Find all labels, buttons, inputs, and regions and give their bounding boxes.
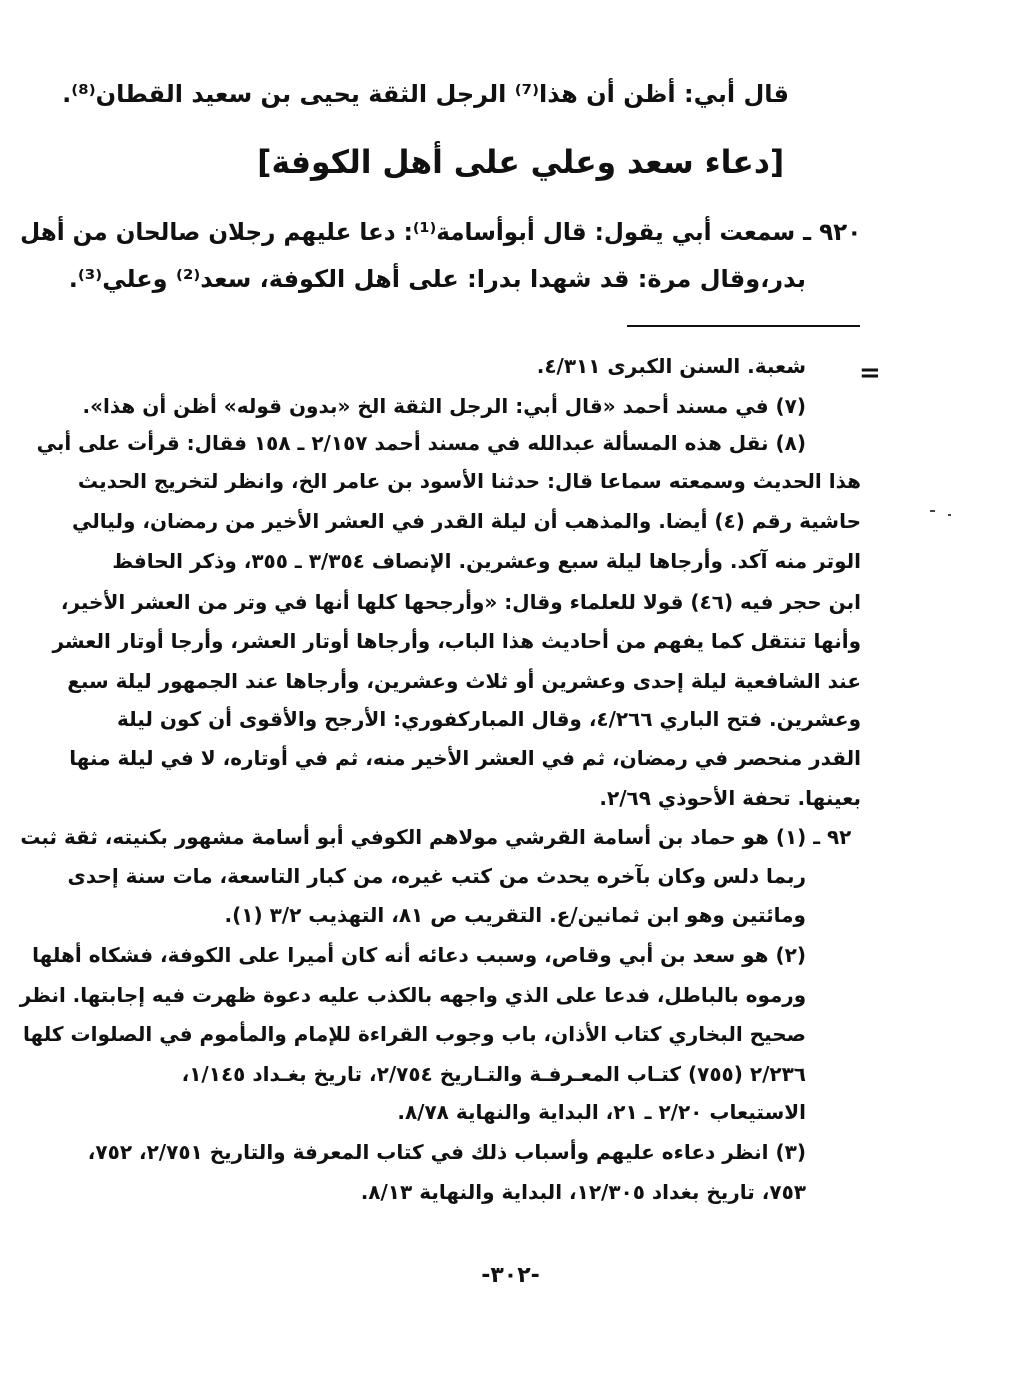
footnote-line: ابن حجر فيه (٤٦) قولا للعلماء وقال: «وأرجحها كلها أنها في وتر من العشر الأخير،	[60, 590, 861, 614]
continuation-mark: =	[859, 358, 881, 388]
footnote-line: الوتر منه آكد. وأرجاها ليلة سبع وعشرين. الإنصاف ٣/٣٥٤ ـ ٣٥٥، وذكر الحافظ	[112, 549, 861, 573]
scan-speck	[930, 510, 935, 512]
entry-line-1: ٩٢٠ ـ سمعت أبي يقول: قال أبوأسامة⁽¹⁾: دعا عليهم رجلان صالحان من أهل	[19, 218, 861, 246]
footnote-line: حاشية رقم (٤) أيضا. والمذهب أن ليلة القدر في العشر الأخير من رمضان، وليالي	[72, 509, 861, 533]
footnote-separator	[627, 325, 860, 327]
footnote-line: هذا الحديث وسمعته سماعا قال: حدثنا الأسود بن عامر الخ، وانظر لتخريج الحديث	[77, 469, 861, 493]
footnote-line: ٩٢ ـ (١) هو حماد بن أسامة القرشي مولاهم الكوفي أبو أسامة مشهور بكنيته، ثقة ثبت	[20, 825, 851, 849]
footnote-line: ربما دلس وكان بآخره يحدث من كتب غيره، من كبار التاسعة، مات سنة إحدى	[67, 864, 806, 888]
entry-line-2: بدر،وقال مرة: قد شهدا بدرا: على أهل الكوفة، سعد⁽²⁾ وعلي⁽³⁾.	[68, 265, 806, 293]
header-line: قال أبي: أظن أن هذا⁽⁷⁾ الرجل الثقة يحيى بن سعيد القطان⁽⁸⁾.	[62, 80, 789, 108]
footnote-line: وأنها تنتقل كما يفهم من أحاديث هذا الباب، وأرجاها أوتار العشر، وأرجا أوتار العشر	[52, 629, 861, 653]
footnote-line: بعينها. تحفة الأحوذي ٢/٦٩.	[599, 786, 861, 810]
footnote-line: شعبة. السنن الكبرى ٤/٣١١.	[536, 354, 806, 378]
footnote-line: القدر منحصر في رمضان، ثم في العشر الأخير منه، ثم في أوتاره، لا في ليلة منها	[69, 746, 861, 770]
footnote-line: ومائتين وهو ابن ثمانين/ع. التقريب ص ٨١، التهذيب ٣/٢ (١).	[224, 903, 806, 927]
page-number: -٣٠٢-	[481, 1263, 540, 1288]
footnote-line: ٧٥٣، تاريخ بغداد ١٢/٣٠٥، البداية والنهاية ٨/١٣.	[360, 1180, 806, 1204]
scan-speck	[948, 514, 951, 516]
footnote-line: ٢/٢٣٦ (٧٥٥) كتـاب المعـرفـة والتـاريخ ٢/٧٥٤، تاريخ بغـداد ١/١٤٥،	[181, 1062, 806, 1086]
footnote-line: صحيح البخاري كتاب الأذان، باب وجوب القراءة للإمام والمأموم في الصلوات كلها	[23, 1022, 806, 1046]
footnote-line: الاستيعاب ٢/٢٠ ـ ٢١، البداية والنهاية ٨/٧٨.	[397, 1100, 806, 1124]
section-heading: [دعاء سعد وعلي على أهل الكوفة]	[257, 143, 785, 181]
footnote-line: (٨) نقل هذه المسألة عبدالله في مسند أحمد ٢/١٥٧ ـ ١٥٨ فقال: قرأت على أبي	[36, 431, 806, 455]
footnote-line: عند الشافعية ليلة إحدى وعشرين أو ثلاث وعشرين، وأرجاها عند الجمهور ليلة سبع	[67, 669, 861, 693]
footnote-line: وعشرين. فتح الباري ٤/٢٦٦، وقال المباركفوري: الأرجح والأقوى أن كون ليلة	[116, 707, 861, 731]
footnote-line: (٧) في مسند أحمد «قال أبي: الرجل الثقة الخ «بدون قوله» أظن أن هذا».	[82, 394, 806, 418]
footnote-line: ورموه بالباطل، فدعا على الذي واجهه بالكذب عليه دعوة ظهرت فيه إجابتها. انظر	[19, 983, 806, 1007]
footnote-line: (٢) هو سعد بن أبي وقاص، وسبب دعائه أنه كان أميرا على الكوفة، فشكاه أهلها	[32, 943, 806, 967]
footnote-line: (٣) انظر دعاءه عليهم وأسباب ذلك في كتاب المعرفة والتاريخ ٢/٧٥١، ٧٥٢،	[87, 1140, 806, 1164]
